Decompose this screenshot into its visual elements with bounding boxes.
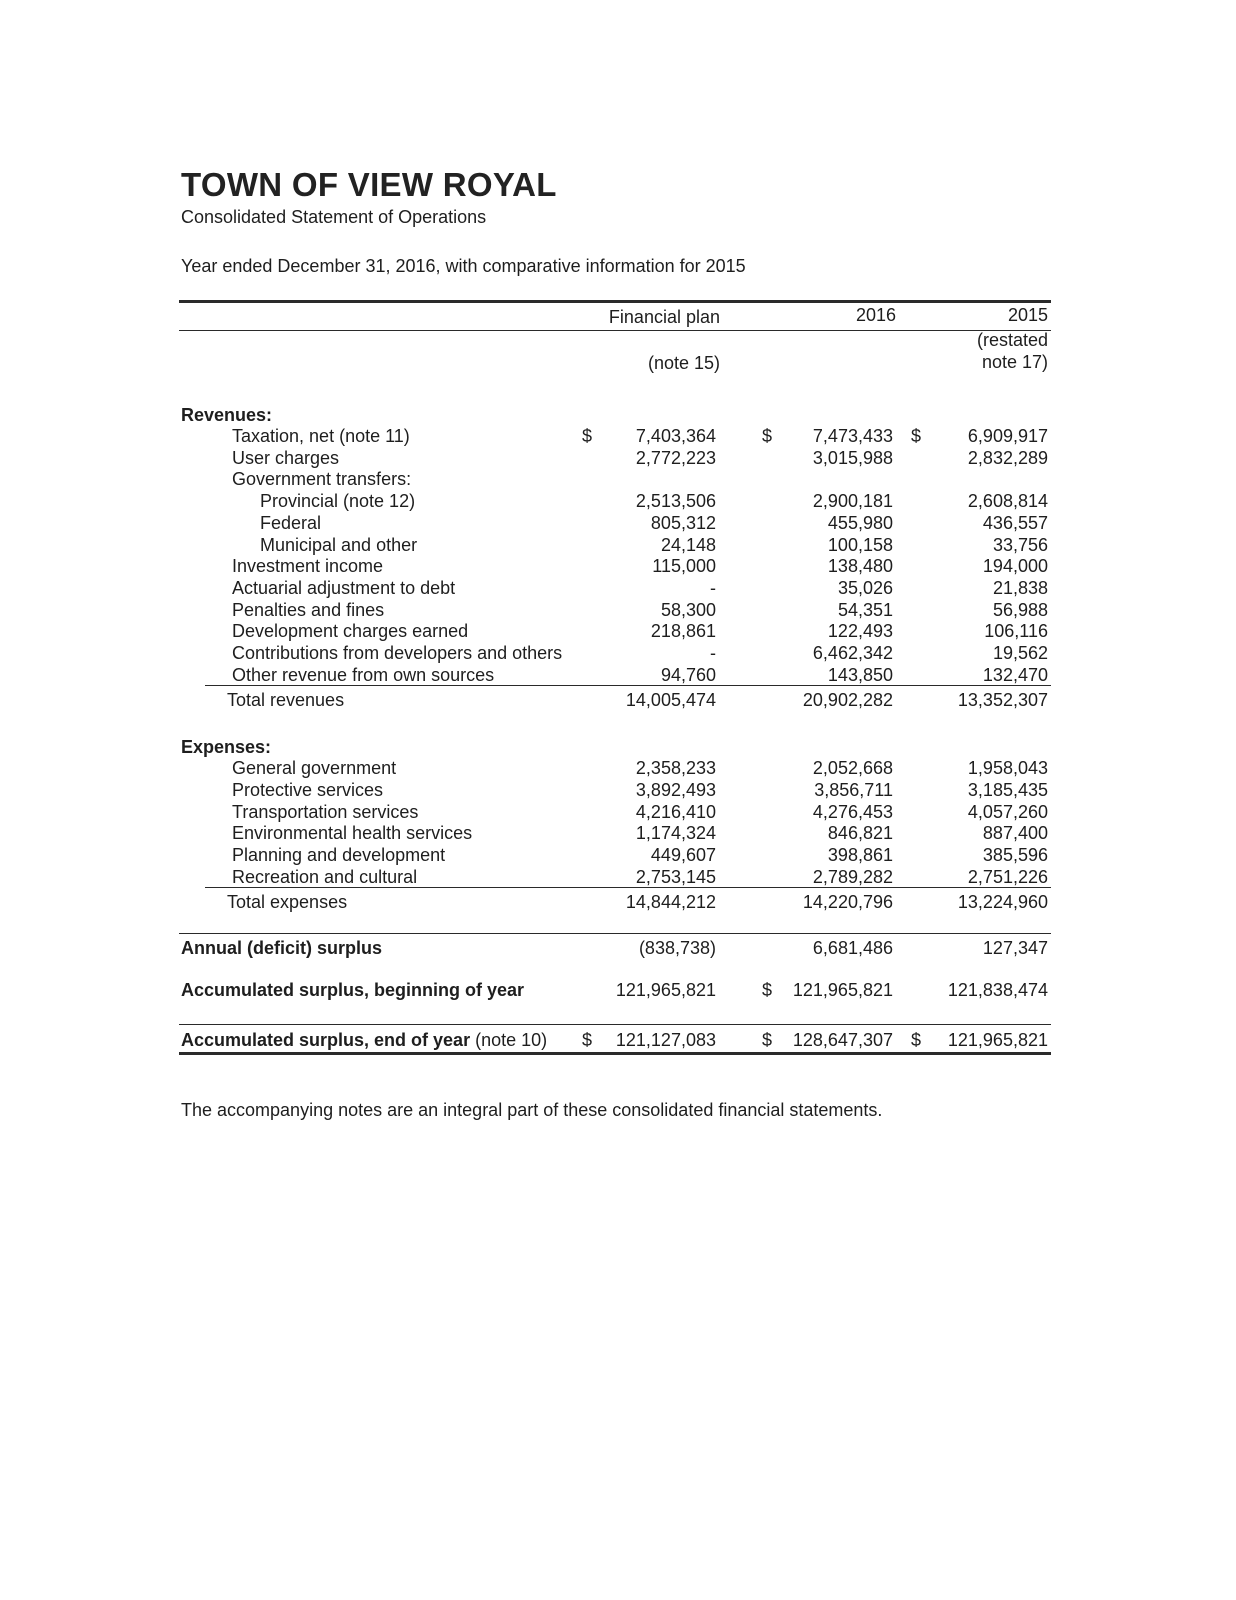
value-plan: 1,174,324 (635, 823, 716, 844)
value-plan: 3,892,493 (635, 779, 716, 800)
subtotal-rule (205, 887, 1051, 888)
value-2015: 33,756 (992, 534, 1048, 555)
value-plan: 2,358,233 (635, 758, 716, 778)
value-2015: 127,347 (982, 938, 1048, 958)
section-heading: Expenses: (181, 737, 272, 757)
row-label: Contributions from developers and others (232, 643, 563, 663)
value-2016: 2,900,181 (812, 491, 893, 512)
row-label: Other revenue from own sources (232, 664, 495, 685)
value-plan: - (710, 643, 716, 663)
value-plan: 805,312 (650, 512, 716, 533)
currency-symbol: $ (582, 426, 593, 446)
ending-top-rule (179, 1024, 1051, 1025)
value-plan: 2,772,223 (635, 447, 716, 468)
table-row (0, 757, 1236, 779)
value-plan: 115,000 (652, 556, 716, 577)
row-label: Taxation, net (note 11) (232, 426, 410, 446)
value-2015: 56,988 (992, 599, 1048, 620)
value-2016: 3,015,988 (812, 447, 893, 468)
value-plan: - (710, 577, 716, 598)
total-revenues-row (0, 689, 1236, 711)
table-row (0, 447, 1236, 469)
table-row (0, 512, 1236, 534)
value-plan: 7,403,364 (635, 426, 716, 446)
value-plan: 58,300 (660, 599, 716, 620)
row-label: Protective services (232, 779, 384, 800)
value-2016: 6,681,486 (812, 938, 893, 958)
value-2015: 121,965,821 (947, 1030, 1048, 1050)
annual-surplus-row (0, 937, 1236, 959)
value-plan: 218,861 (650, 621, 716, 642)
value-2016: 54,351 (837, 599, 893, 620)
value-plan: 94,760 (660, 664, 716, 685)
value-2015: 436,557 (982, 512, 1048, 533)
currency-symbol: $ (582, 1030, 593, 1050)
row-label: Federal (260, 512, 322, 533)
currency-symbol: $ (911, 1030, 922, 1050)
table-row (0, 599, 1236, 621)
value-2015: 2,832,289 (967, 447, 1048, 468)
value-2016: 35,026 (837, 577, 893, 598)
value-2016: 122,493 (827, 621, 893, 642)
value-2015: 13,352,307 (957, 690, 1048, 710)
value-2016: 6,462,342 (812, 643, 893, 663)
table-row (0, 844, 1236, 866)
value-2015: 2,751,226 (967, 867, 1048, 887)
value-2015: 121,838,474 (947, 980, 1048, 1000)
col-header-plan-note: (note 15) (647, 353, 720, 373)
row-label: Actuarial adjustment to debt (232, 577, 456, 598)
table-row (0, 642, 1236, 664)
value-plan: 4,216,410 (635, 801, 716, 822)
row-label: Environmental health services (232, 823, 473, 844)
row-label: Penalties and fines (232, 599, 385, 620)
currency-symbol: $ (762, 1030, 773, 1050)
value-2015: 106,116 (984, 621, 1048, 642)
value-2016: 455,980 (827, 512, 893, 533)
value-plan: 24,148 (660, 534, 716, 555)
row-label: Accumulated surplus, beginning of year (181, 980, 525, 1000)
expenses-heading (0, 736, 1236, 758)
value-2016: 2,789,282 (812, 867, 893, 887)
summary-rule (179, 933, 1051, 934)
accumulated-ending-row (0, 1029, 1236, 1051)
value-plan: 2,753,145 (635, 867, 716, 887)
accumulated-beginning-row (0, 979, 1236, 1001)
row-label: General government (232, 758, 397, 778)
value-2015: 19,562 (992, 643, 1048, 663)
value-2015: 385,596 (982, 845, 1048, 866)
value-plan: 14,844,212 (625, 892, 716, 912)
col-header-2015: 2015 (1007, 305, 1048, 325)
value-2015: 132,470 (982, 664, 1048, 685)
table-row (0, 534, 1236, 556)
row-label: Planning and development (232, 845, 446, 866)
col-header-2015-note-1: (restated (976, 330, 1048, 350)
ending-double-rule (179, 1052, 1051, 1055)
row-label (181, 1029, 547, 1051)
row-label: Municipal and other (260, 534, 418, 555)
reporting-period: Year ended December 31, 2016, with comparative information for 2015 (181, 256, 746, 276)
value-2016: 121,965,821 (792, 980, 893, 1000)
value-2016: 398,861 (827, 845, 893, 866)
table-row (0, 468, 1236, 490)
section-heading: Revenues: (181, 405, 273, 425)
row-label: User charges (232, 447, 340, 468)
value-2015: 6,909,917 (967, 426, 1048, 446)
table-row (0, 822, 1236, 844)
value-2016: 3,856,711 (814, 779, 893, 800)
row-label: Total revenues (227, 690, 345, 710)
value-plan: 121,127,083 (615, 1030, 716, 1050)
document-subtitle: Consolidated Statement of Operations (181, 207, 487, 227)
currency-symbol: $ (762, 426, 773, 446)
value-2016: 20,902,282 (802, 690, 893, 710)
footnote: The accompanying notes are an integral part of these consolidated financial statements. (181, 1100, 883, 1120)
value-2016: 846,821 (827, 823, 893, 844)
row-label: Provincial (note 12) (260, 491, 416, 512)
ending-label-note: (note 10) (470, 1030, 548, 1050)
value-2015: 3,185,435 (967, 779, 1048, 800)
value-2015: 194,000 (982, 556, 1048, 577)
table-row (0, 801, 1236, 823)
value-2016: 143,850 (827, 664, 893, 685)
value-plan: 121,965,821 (615, 980, 716, 1000)
row-label: Annual (deficit) surplus (181, 938, 383, 958)
table-row (0, 664, 1236, 686)
ending-label-text: Accumulated surplus, end of year (181, 1030, 471, 1050)
value-2015: 13,224,960 (957, 892, 1048, 912)
row-label: Investment income (232, 556, 384, 577)
col-header-2015-note-2: note 17) (981, 352, 1048, 372)
table-row (0, 866, 1236, 888)
value-2015: 21,838 (992, 577, 1048, 598)
value-2016: 100,158 (827, 534, 893, 555)
value-2016: 128,647,307 (792, 1030, 893, 1050)
table-row (0, 620, 1236, 642)
table-row (0, 425, 1236, 447)
revenues-heading (0, 404, 1236, 426)
row-label: Transportation services (232, 801, 419, 822)
header-top-rule (179, 300, 1051, 303)
col-header-2016: 2016 (855, 305, 896, 325)
value-2016: 2,052,668 (812, 758, 893, 778)
value-2016: 4,276,453 (812, 801, 893, 822)
value-2016: 7,473,433 (812, 426, 893, 446)
subtotal-rule (205, 685, 1051, 686)
row-label: Total expenses (227, 892, 348, 912)
value-2016: 14,220,796 (802, 892, 893, 912)
value-2015: 1,958,043 (967, 758, 1048, 778)
row-label: Recreation and cultural (232, 867, 418, 887)
table-row (0, 490, 1236, 512)
currency-symbol: $ (911, 426, 922, 446)
table-row (0, 577, 1236, 599)
document-title: TOWN OF VIEW ROYAL (181, 166, 557, 203)
table-row (0, 555, 1236, 577)
value-plan: (838,738) (638, 938, 716, 958)
value-plan: 449,607 (650, 845, 716, 866)
value-plan: 14,005,474 (625, 690, 716, 710)
value-2016: 138,480 (827, 556, 893, 577)
row-label: Government transfers: (232, 469, 412, 490)
total-expenses-row (0, 891, 1236, 913)
currency-symbol: $ (762, 980, 773, 1000)
value-2015: 4,057,260 (967, 801, 1048, 822)
row-label: Development charges earned (232, 621, 469, 642)
value-2015: 887,400 (982, 823, 1048, 844)
value-plan: 2,513,506 (635, 491, 716, 512)
value-2015: 2,608,814 (967, 491, 1048, 512)
col-header-plan: Financial plan (608, 307, 720, 327)
header-under-rule (179, 330, 1051, 331)
table-row (0, 779, 1236, 801)
